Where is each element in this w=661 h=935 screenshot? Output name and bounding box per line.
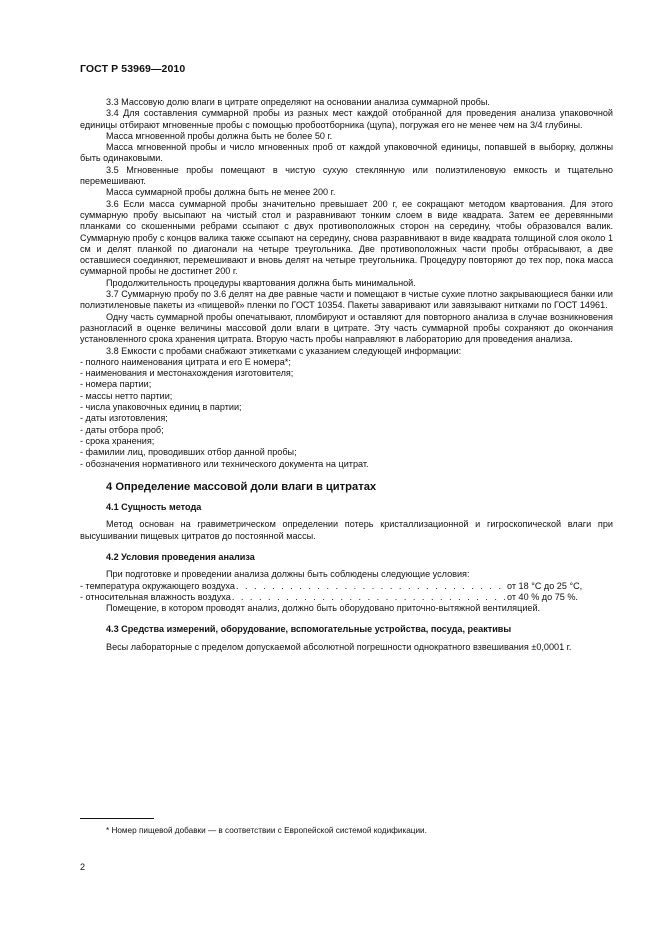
- condition-humidity: [80, 592, 613, 603]
- document-header: ГОСТ Р 53969—2010: [80, 63, 186, 75]
- paragraph-3-5: 3.5 Мгновенные пробы помещают в чистую сухую стеклянную или полиэтиленовую емкость и тщательно перемешивают.: [80, 164, 613, 187]
- paragraph-3-7: 3.7 Суммарную пробу по 3.6 делят на две равные части и помещают в чистые сухие плотно закрывающиеся банки или полиэтиленовые пакеты из «пищевой» пленки по ГОСТ 10354. Пакеты заваривают или завязывают нитками по ГОСТ 14961.: [80, 289, 613, 311]
- condition-temperature: [80, 581, 613, 592]
- paragraph-3-4: 3.4 Для составления суммарной пробы из разных мест каждой отобранной для проведения анализа упаковочной единицы отбирают мгновенные пробы с помощью пробоотборника (щупа), погружая его не менее чем на 3/4 глубины.: [80, 108, 613, 130]
- leader-dots: [231, 592, 507, 603]
- footnote: * Номер пищевой добавки — в соответствии с Европейской системой кодификации.: [106, 826, 427, 835]
- condition-label: - температура окружающего воздуха: [80, 580, 235, 591]
- paragraph-instant-equal: Масса мгновенной пробы и число мгновенных проб от каждой упаковочной единицы, попавшей в выборку, должны быть одинаковыми.: [80, 142, 613, 164]
- paragraph-sealing: Одну часть суммарной пробы опечатывают, пломбируют и оставляют для повторного анализа в случае возникновения разногласий в оценке величины массовой доли влаги в цитрате. Эту часть суммарной пробы сохраняют до окончания установленного срока хранения цитрата. Вторую часть пробы направляют в лабораторию для проведения анализа.: [80, 311, 613, 345]
- document-body: [80, 97, 613, 653]
- condition-label: - относительная влажность воздуха: [80, 591, 231, 602]
- list-item: - наименования и местонахождения изготовителя;: [80, 368, 294, 379]
- paragraph-room: Помещение, в котором проводят анализ, должно быть оборудовано приточно-вытяжной вентиляцией.: [106, 603, 541, 614]
- paragraph-total-mass: Масса суммарной пробы должна быть не менее 200 г.: [106, 187, 336, 198]
- paragraph-quartering-duration: Продолжительность процедуры квартования должна быть минимальной.: [106, 277, 416, 288]
- label-info-list: [80, 346, 613, 470]
- paragraph-3-8: 3.8 Емкости с пробами снабжают этикетками с указанием следующей информации:: [106, 345, 462, 356]
- section-4-3-heading: 4.3 Средства измерений, оборудование, вспомогательные устройства, посуда, реактивы: [106, 624, 512, 635]
- page-number: 2: [80, 862, 86, 872]
- list-item: - номера партии;: [80, 379, 152, 390]
- list-item: - обозначения нормативного или технического документа на цитрат.: [80, 458, 369, 469]
- paragraph-instant-mass: Масса мгновенной пробы должна быть не более 50 г.: [106, 130, 333, 141]
- section-4-2-heading: 4.2 Условия проведения анализа: [106, 551, 255, 562]
- paragraph-4-2-intro: При подготовке и проведении анализа должны быть соблюдены следующие условия:: [106, 569, 470, 580]
- condition-value: от 40 % до 75 %.: [507, 591, 578, 602]
- list-item: - фамилии лиц, проводивших отбор данной пробы;: [80, 447, 297, 458]
- list-item: - числа упаковочных единиц в партии;: [80, 402, 242, 413]
- section-4-1-heading: 4.1 Сущность метода: [106, 502, 202, 513]
- paragraph-3-3: 3.3 Массовую долю влаги в цитрате определяют на основании анализа суммарной пробы.: [106, 97, 490, 107]
- footnote-divider: [80, 818, 154, 819]
- list-item: - даты отбора проб;: [80, 424, 164, 435]
- paragraph-4-3: Весы лабораторные с пределом допускаемой абсолютной погрешности однократного взвешивания ±0,0001 г.: [106, 641, 572, 652]
- list-item: - срока хранения;: [80, 435, 155, 446]
- paragraph-3-6: 3.6 Если масса суммарной пробы значительно превышает 200 г, ее сокращают методом квартования. Для этого суммарную пробу высыпают на чистый стол и разравнивают тонким слоем в виде квадрата. Затем ее деревянными планками со скошенными ребрами ссыпают с двух противоположных сторон на середину, чтобы образовался валик. Суммарную пробу с концов валика также ссыпают на середину, снова разравнивают в виде квадрата толщиной слоя около 1 см и делят планкой по диагонали на четыре треугольника. Две противоположных части пробы отбрасывают, а две оставшиеся соединяют, перемешивают и вновь делят на четыре треугольника. Процедуру повторяют до тех пор, пока масса суммарной пробы не достигнет 200 г.: [80, 198, 613, 277]
- list-item: - массы нетто партии;: [80, 390, 173, 401]
- leader-dots: [235, 581, 507, 592]
- section-4-heading: 4 Определение массовой доли влаги в цитратах: [106, 480, 377, 493]
- list-item: - полного наименования цитрата и его Е номера*;: [80, 356, 291, 367]
- condition-value: от 18 °С до 25 °С,: [507, 580, 583, 591]
- paragraph-4-1: Метод основан на гравиметрическом определении потерь кристаллизационной и гигроскопической влаги при высушивании пищевых цитратов до постоянной массы.: [80, 519, 613, 541]
- list-item: - даты изготовления;: [80, 413, 168, 424]
